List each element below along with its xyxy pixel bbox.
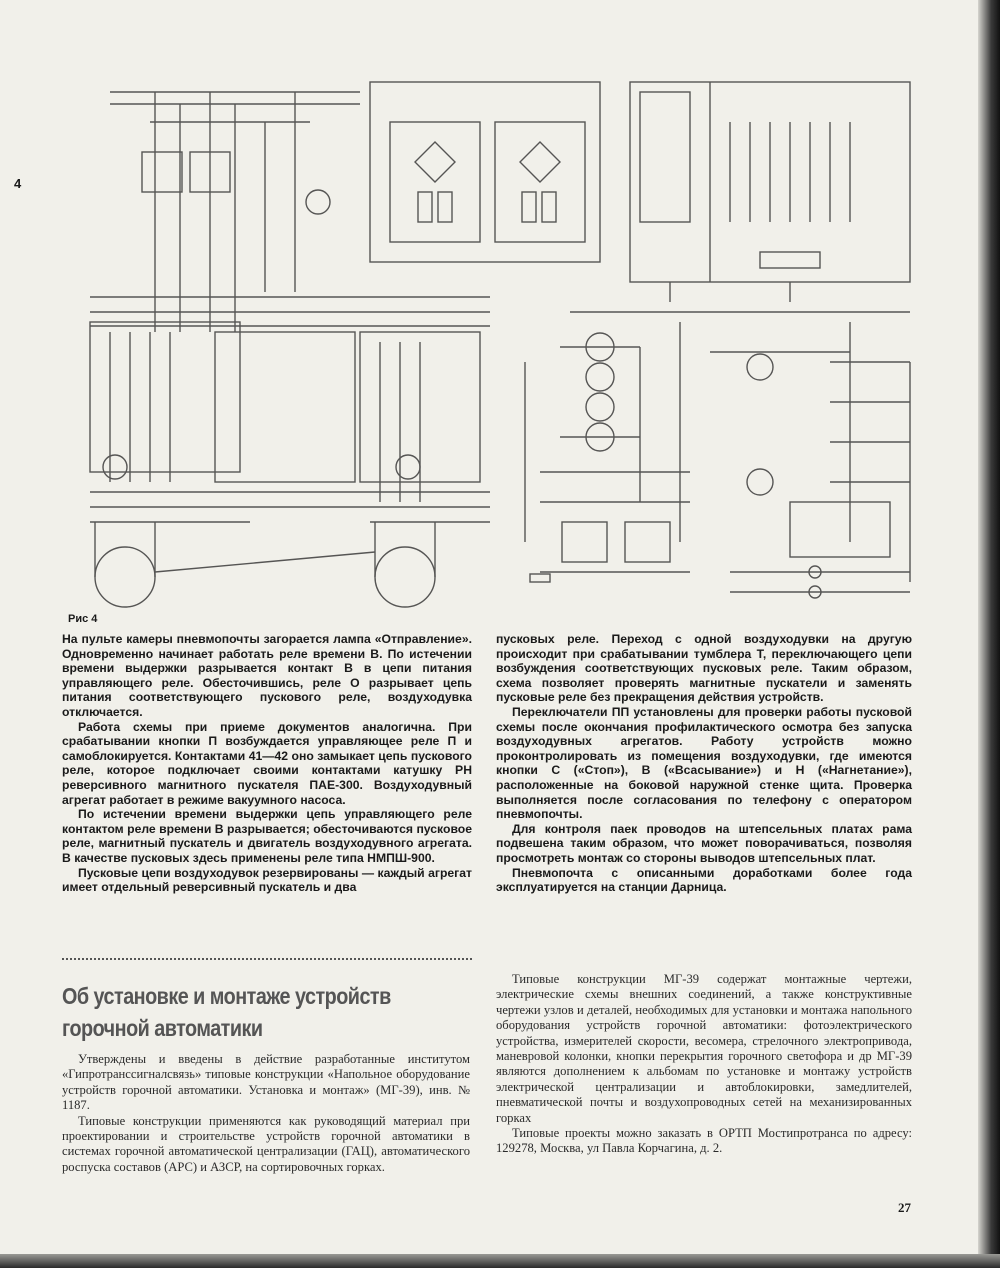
figure-caption: Рис 4 xyxy=(68,613,98,625)
body-column-right xyxy=(496,632,912,895)
article-title: Об установке и монтаже устройств горочной автоматики xyxy=(62,983,391,1041)
side-marker: 4 xyxy=(14,176,22,191)
article-column-right xyxy=(496,972,912,1157)
article-column-left xyxy=(62,1052,470,1175)
paragraph: Для контроля паек проводов на штепсельных платах рама подвешена таким образом, что может поворачиваться, позволяя просмотреть монтаж со стороны выводов штепсельных плат. xyxy=(496,821,912,865)
paragraph: Пусковые цепи воздуходувок резервированы — каждый агрегат имеет отдельный реверсивный пускатель и два xyxy=(62,865,472,895)
paragraph: На пульте камеры пневмопочты загорается лампа «Отправление». Одновременно начинает работать реле времени В. По истечении времени выдержки разрывается контакт В в цепи питания управляющего реле. Обесточившись, реле О разрывает цепь питания соответствующего пускового реле, воздуходувка отключается. xyxy=(62,632,472,719)
section-divider xyxy=(62,958,472,960)
page-edge-shadow xyxy=(978,0,1000,1268)
paragraph: пусковых реле. Переход с одной воздуходувки на другую происходит при срабатывании тумблера Т, переключающего цепи возбуждения соответствующих пусковых реле. Таким образом, схема позволяет проверять магнитные пускатели и заменять пусковые реле без прекращения действия устройств. xyxy=(496,632,912,705)
paragraph: Типовые проекты можно заказать в ОРТП Мостипротранса по адресу: 129278, Москва, ул Павла Корчагина, д. 2. xyxy=(496,1126,912,1156)
page-bottom-shadow xyxy=(0,1254,1000,1268)
paragraph: Типовые конструкции МГ-39 содержат монтажные чертежи, электрические схемы внешних соединений, а также конструктивные чертежи узлов и деталей, необходимых для установки и монтажа напольного оборудования устройств горочной автоматики: фотоэлектрического устройства, измерителей скорости, весомера, стрелочного электропривода, маневровой колонки, кнопки перекрытия горочного светофора и др МГ-39 являются дополнением к альбомам по установке и монтажу устройств электрической централизации и автоблокировки, замедлителей, пневматической почты и воздухопроводных сетей на механизированных горках xyxy=(496,972,912,1125)
paragraph: Переключатели ПП установлены для проверки работы пусковой схемы после окончания профилактического осмотра без запуска воздуходувных агрегатов. Работу устройств можно проконтролировать из помещения воздуходувки, где имеются кнопки С («Стоп»), В («Всасывание») и Н («Нагнетание»), расположенные на боковой наружной стенке щита. Проверка выполняется после согласования по телефону с оператором пневмопочты. xyxy=(496,704,912,822)
paragraph: Пневмопочта с описанными доработками более года эксплуатируется на станции Дарница. xyxy=(496,865,912,895)
paragraph: По истечении времени выдержки цепь управляющего реле контактом реле времени В разрывается; обесточиваются пусковое реле, магнитный пускатель и двигатель воздуходувного агрегата. В качестве пусковых здесь применены реле типа НМПШ-900. xyxy=(62,807,472,865)
body-column-left xyxy=(62,632,472,895)
paragraph: Работа схемы при приеме документов аналогична. При срабатывании кнопки П возбуждается управляющее реле П и самоблокируется. Контактами 41—42 оно замыкает цепь пускового реле, которое подключает своими контактами катушку РН реверсивного магнитного пускателя ПАЕ-300. Воздуходувный агрегат работает в режиме вакуумного насоса. xyxy=(62,719,472,807)
page-number: 27 xyxy=(898,1200,911,1215)
paragraph: Утверждены и введены в действие разработанные институтом «Гипротранссигналсвязь» типовые конструкции «Напольное оборудование устройств горочной автоматики. Установка и монтаж» (МГ-39), инв. № 1187. xyxy=(62,1052,470,1113)
circuit-diagram xyxy=(70,62,930,612)
circuit-diagram-figure xyxy=(70,62,930,612)
paragraph: Типовые конструкции применяются как руководящий материал при проектировании и строительстве устройств горочной автоматики в системах горочной автоматической централизации (ГАЦ), автоматического роспуска составов (АРС) и АЗСР, на сортировочных горках. xyxy=(62,1113,470,1174)
